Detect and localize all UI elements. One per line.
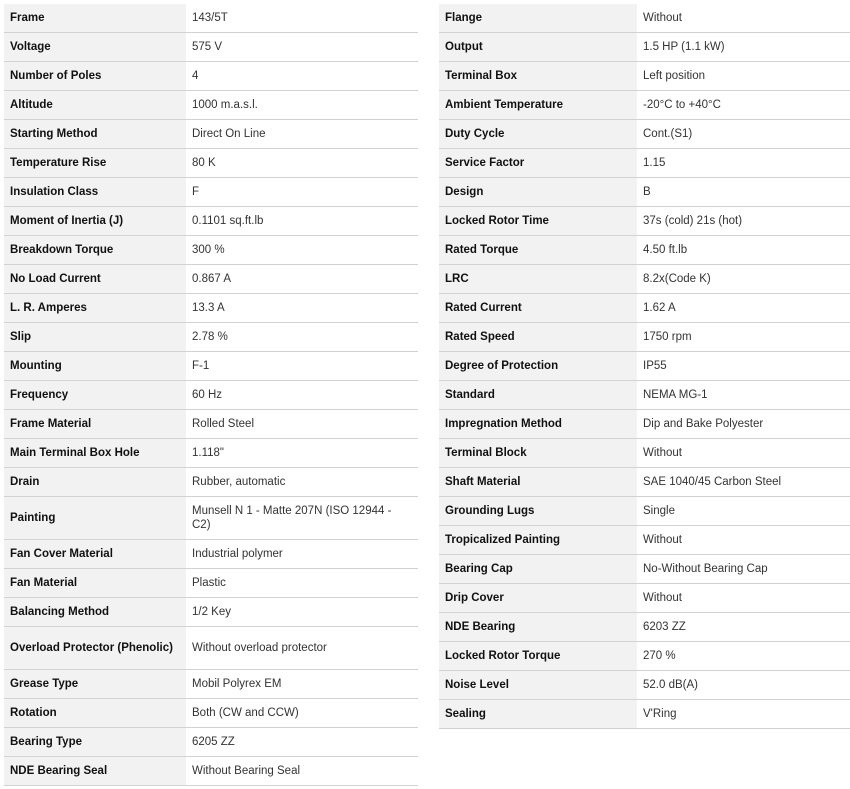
spec-row bbox=[439, 381, 850, 410]
spec-row bbox=[4, 62, 418, 91]
spec-row bbox=[4, 540, 418, 569]
spec-table-left bbox=[4, 4, 418, 786]
spec-value: 1750 rpm bbox=[637, 323, 850, 352]
spec-row bbox=[4, 178, 418, 207]
spec-value: 0.1101 sq.ft.lb bbox=[186, 207, 418, 236]
spec-label: Grease Type bbox=[4, 670, 186, 699]
spec-label: Locked Rotor Torque bbox=[439, 642, 637, 671]
spec-row bbox=[439, 584, 850, 613]
spec-label: Insulation Class bbox=[4, 178, 186, 207]
spec-value: 80 K bbox=[186, 149, 418, 178]
spec-row bbox=[4, 569, 418, 598]
spec-value: 1.118" bbox=[186, 439, 418, 468]
spec-value: Without bbox=[637, 584, 850, 613]
spec-label: Voltage bbox=[4, 33, 186, 62]
spec-value: SAE 1040/45 Carbon Steel bbox=[637, 468, 850, 497]
spec-row bbox=[439, 149, 850, 178]
spec-label: Drip Cover bbox=[439, 584, 637, 613]
spec-label: Frame bbox=[4, 4, 186, 33]
spec-row bbox=[4, 207, 418, 236]
spec-row bbox=[439, 497, 850, 526]
spec-value: Without bbox=[637, 439, 850, 468]
spec-row bbox=[439, 613, 850, 642]
spec-row bbox=[439, 323, 850, 352]
spec-row bbox=[439, 62, 850, 91]
spec-row bbox=[439, 4, 850, 33]
spec-row bbox=[4, 468, 418, 497]
spec-value: -20°C to +40°C bbox=[637, 91, 850, 120]
spec-value: Without bbox=[637, 4, 850, 33]
spec-label: Number of Poles bbox=[4, 62, 186, 91]
spec-value: 575 V bbox=[186, 33, 418, 62]
spec-row bbox=[4, 598, 418, 627]
spec-value: 6205 ZZ bbox=[186, 728, 418, 757]
spec-label: LRC bbox=[439, 265, 637, 294]
spec-label: Starting Method bbox=[4, 120, 186, 149]
spec-value: 8.2x(Code K) bbox=[637, 265, 850, 294]
spec-label: Design bbox=[439, 178, 637, 207]
spec-label: Balancing Method bbox=[4, 598, 186, 627]
spec-label: Main Terminal Box Hole bbox=[4, 439, 186, 468]
spec-value: V'Ring bbox=[637, 700, 850, 729]
spec-value: 37s (cold) 21s (hot) bbox=[637, 207, 850, 236]
spec-value: 4 bbox=[186, 62, 418, 91]
spec-value: 143/5T bbox=[186, 4, 418, 33]
spec-label: Rated Speed bbox=[439, 323, 637, 352]
spec-row bbox=[439, 207, 850, 236]
spec-label: Fan Material bbox=[4, 569, 186, 598]
spec-value: 52.0 dB(A) bbox=[637, 671, 850, 700]
spec-value: Munsell N 1 - Matte 207N (ISO 12944 - C2) bbox=[186, 497, 418, 540]
spec-row bbox=[439, 352, 850, 381]
spec-value: 4.50 ft.lb bbox=[637, 236, 850, 265]
spec-value: Both (CW and CCW) bbox=[186, 699, 418, 728]
spec-value: 300 % bbox=[186, 236, 418, 265]
spec-value: Left position bbox=[637, 62, 850, 91]
spec-value: Cont.(S1) bbox=[637, 120, 850, 149]
spec-row bbox=[439, 468, 850, 497]
spec-row bbox=[4, 4, 418, 33]
spec-value: 1000 m.a.s.l. bbox=[186, 91, 418, 120]
spec-row bbox=[439, 671, 850, 700]
spec-label: Altitude bbox=[4, 91, 186, 120]
spec-label: Bearing Type bbox=[4, 728, 186, 757]
spec-value: Dip and Bake Polyester bbox=[637, 410, 850, 439]
spec-label: Sealing bbox=[439, 700, 637, 729]
spec-label: Frame Material bbox=[4, 410, 186, 439]
spec-row bbox=[4, 265, 418, 294]
spec-value: IP55 bbox=[637, 352, 850, 381]
spec-row bbox=[439, 700, 850, 729]
spec-row bbox=[4, 381, 418, 410]
spec-value: 1.62 A bbox=[637, 294, 850, 323]
spec-label: Fan Cover Material bbox=[4, 540, 186, 569]
spec-label: Breakdown Torque bbox=[4, 236, 186, 265]
spec-row bbox=[439, 91, 850, 120]
spec-row bbox=[4, 757, 418, 786]
spec-value: 1/2 Key bbox=[186, 598, 418, 627]
spec-label: Degree of Protection bbox=[439, 352, 637, 381]
spec-row bbox=[4, 33, 418, 62]
spec-value: Without bbox=[637, 526, 850, 555]
spec-label: Noise Level bbox=[439, 671, 637, 700]
spec-value: Rolled Steel bbox=[186, 410, 418, 439]
spec-label: Tropicalized Painting bbox=[439, 526, 637, 555]
spec-value: NEMA MG-1 bbox=[637, 381, 850, 410]
spec-row bbox=[4, 497, 418, 540]
spec-label: Temperature Rise bbox=[4, 149, 186, 178]
spec-label: L. R. Amperes bbox=[4, 294, 186, 323]
spec-label: Mounting bbox=[4, 352, 186, 381]
spec-value: Industrial polymer bbox=[186, 540, 418, 569]
spec-row bbox=[4, 236, 418, 265]
spec-row bbox=[439, 265, 850, 294]
spec-label: NDE Bearing Seal bbox=[4, 757, 186, 786]
spec-label: Rotation bbox=[4, 699, 186, 728]
spec-row bbox=[4, 439, 418, 468]
spec-row bbox=[4, 699, 418, 728]
spec-row bbox=[439, 642, 850, 671]
spec-value: Plastic bbox=[186, 569, 418, 598]
spec-value: 6203 ZZ bbox=[637, 613, 850, 642]
spec-label: Terminal Box bbox=[439, 62, 637, 91]
spec-row bbox=[4, 670, 418, 699]
spec-row bbox=[4, 149, 418, 178]
spec-row bbox=[4, 120, 418, 149]
spec-row bbox=[439, 526, 850, 555]
spec-row bbox=[439, 120, 850, 149]
spec-row bbox=[439, 555, 850, 584]
spec-value: 13.3 A bbox=[186, 294, 418, 323]
spec-row bbox=[439, 294, 850, 323]
spec-row bbox=[4, 323, 418, 352]
spec-value: Mobil Polyrex EM bbox=[186, 670, 418, 699]
spec-label: Locked Rotor Time bbox=[439, 207, 637, 236]
spec-label: Impregnation Method bbox=[439, 410, 637, 439]
spec-row bbox=[4, 294, 418, 323]
spec-value: 1.5 HP (1.1 kW) bbox=[637, 33, 850, 62]
spec-row bbox=[439, 410, 850, 439]
spec-value: Single bbox=[637, 497, 850, 526]
spec-table-right bbox=[439, 4, 850, 729]
spec-value: 60 Hz bbox=[186, 381, 418, 410]
spec-label: NDE Bearing bbox=[439, 613, 637, 642]
spec-label: Standard bbox=[439, 381, 637, 410]
spec-label: Painting bbox=[4, 497, 186, 540]
spec-label: No Load Current bbox=[4, 265, 186, 294]
spec-label: Service Factor bbox=[439, 149, 637, 178]
spec-label: Slip bbox=[4, 323, 186, 352]
spec-row bbox=[4, 352, 418, 381]
spec-label: Drain bbox=[4, 468, 186, 497]
spec-value: F bbox=[186, 178, 418, 207]
spec-label: Duty Cycle bbox=[439, 120, 637, 149]
spec-row bbox=[439, 33, 850, 62]
spec-label: Ambient Temperature bbox=[439, 91, 637, 120]
spec-label: Grounding Lugs bbox=[439, 497, 637, 526]
spec-row bbox=[4, 91, 418, 120]
spec-label: Flange bbox=[439, 4, 637, 33]
spec-value: Direct On Line bbox=[186, 120, 418, 149]
spec-row bbox=[4, 410, 418, 439]
spec-label: Shaft Material bbox=[439, 468, 637, 497]
spec-label: Frequency bbox=[4, 381, 186, 410]
spec-value: 2.78 % bbox=[186, 323, 418, 352]
spec-value: 1.15 bbox=[637, 149, 850, 178]
spec-row bbox=[4, 627, 418, 670]
spec-value: Without overload protector bbox=[186, 627, 418, 670]
spec-label: Output bbox=[439, 33, 637, 62]
spec-label: Moment of Inertia (J) bbox=[4, 207, 186, 236]
spec-row bbox=[439, 439, 850, 468]
spec-value: B bbox=[637, 178, 850, 207]
spec-value: No-Without Bearing Cap bbox=[637, 555, 850, 584]
spec-label: Bearing Cap bbox=[439, 555, 637, 584]
spec-value: Without Bearing Seal bbox=[186, 757, 418, 786]
spec-value: F-1 bbox=[186, 352, 418, 381]
spec-label: Overload Protector (Phenolic) bbox=[4, 627, 186, 670]
spec-row bbox=[439, 178, 850, 207]
spec-row bbox=[439, 236, 850, 265]
spec-row bbox=[4, 728, 418, 757]
spec-label: Rated Torque bbox=[439, 236, 637, 265]
spec-value: 0.867 A bbox=[186, 265, 418, 294]
spec-value: 270 % bbox=[637, 642, 850, 671]
spec-label: Rated Current bbox=[439, 294, 637, 323]
spec-value: Rubber, automatic bbox=[186, 468, 418, 497]
spec-label: Terminal Block bbox=[439, 439, 637, 468]
